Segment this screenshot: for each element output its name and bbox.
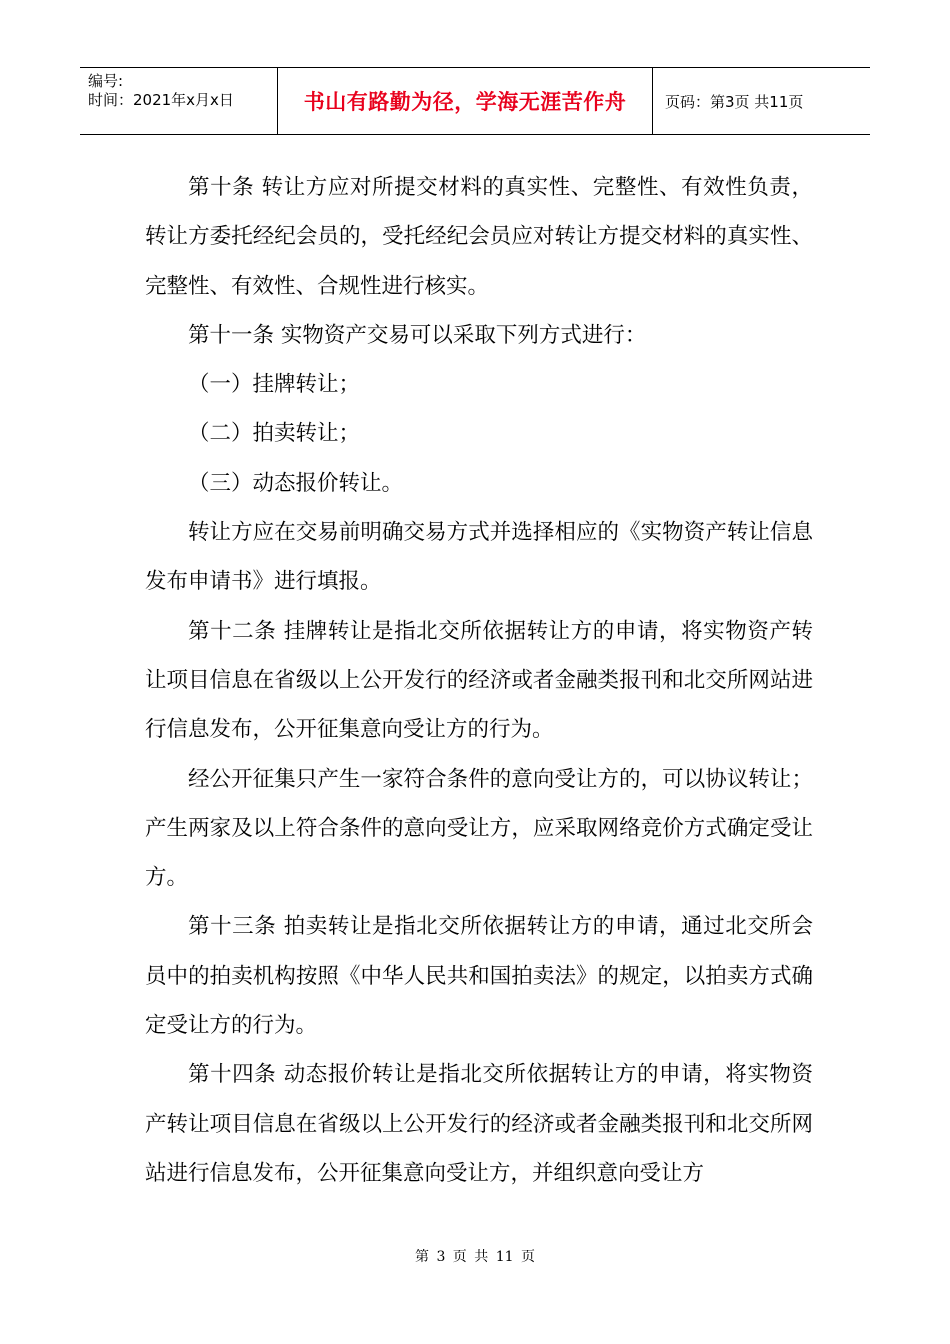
page-footer (0, 1246, 950, 1266)
list-item-listing-transfer: （一）挂牌转让； (188, 372, 361, 398)
paragraph-agreement-transfer: 经公开征集只产生一家符合条件的意向受让方的，可以协议转让；产生两家及以上符合条件的意向受让方，应采取网络竞价方式确定受让方。 (145, 766, 813, 891)
paragraph-article-12: 第十二条 挂牌转让是指北交所依据转让方的申请，将实物资产转让项目信息在省级以上公开发行的经济或者金融类报刊和北交所网站进行信息发布，公开征集意向受让方的行为。 (145, 618, 813, 743)
doc-number-label: 编号: (88, 72, 124, 90)
header-meta-cell (80, 68, 278, 134)
list-item-auction-transfer: （二）拍卖转让； (188, 421, 361, 447)
page-header (80, 67, 870, 135)
date-line: 时间：2021年x月x日 (88, 91, 234, 109)
paragraph-article-10: 第十条 转让方应对所提交材料的真实性、完整性、有效性负责，转让方委托经纪会员的，受托经纪会员应对转让方提交材料的真实性、完整性、有效性、合规性进行核实。 (145, 175, 813, 299)
header-motto-cell (278, 68, 653, 134)
paragraph-article-11: 第十一条 实物资产交易可以采取下列方式进行： (188, 322, 647, 348)
header-page-info: 页码：第3页 共11页 (665, 92, 804, 111)
header-page-cell (653, 68, 870, 134)
document-body (145, 163, 813, 1198)
header-motto: 书山有路勤为径，学海无涯苦作舟 (303, 90, 627, 114)
list-item-dynamic-quote-transfer: （三）动态报价转让。 (188, 470, 404, 496)
footer-page-number: 第 3 页 共 11 页 (415, 1249, 535, 1265)
paragraph-article-14: 第十四条 动态报价转让是指北交所依据转让方的申请，将实物资产转让项目信息在省级以上公开发行的经济或者金融类报刊和北交所网站进行信息发布，公开征集意向受让方，并组织意向受让方 (145, 1062, 813, 1186)
paragraph-transaction-method: 转让方应在交易前明确交易方式并选择相应的《实物资产转让信息发布申请书》进行填报。 (145, 520, 813, 595)
paragraph-article-13: 第十三条 拍卖转让是指北交所依据转让方的申请，通过北交所会员中的拍卖机构按照《中华人民共和国拍卖法》的规定，以拍卖方式确定受让方的行为。 (145, 914, 813, 1039)
